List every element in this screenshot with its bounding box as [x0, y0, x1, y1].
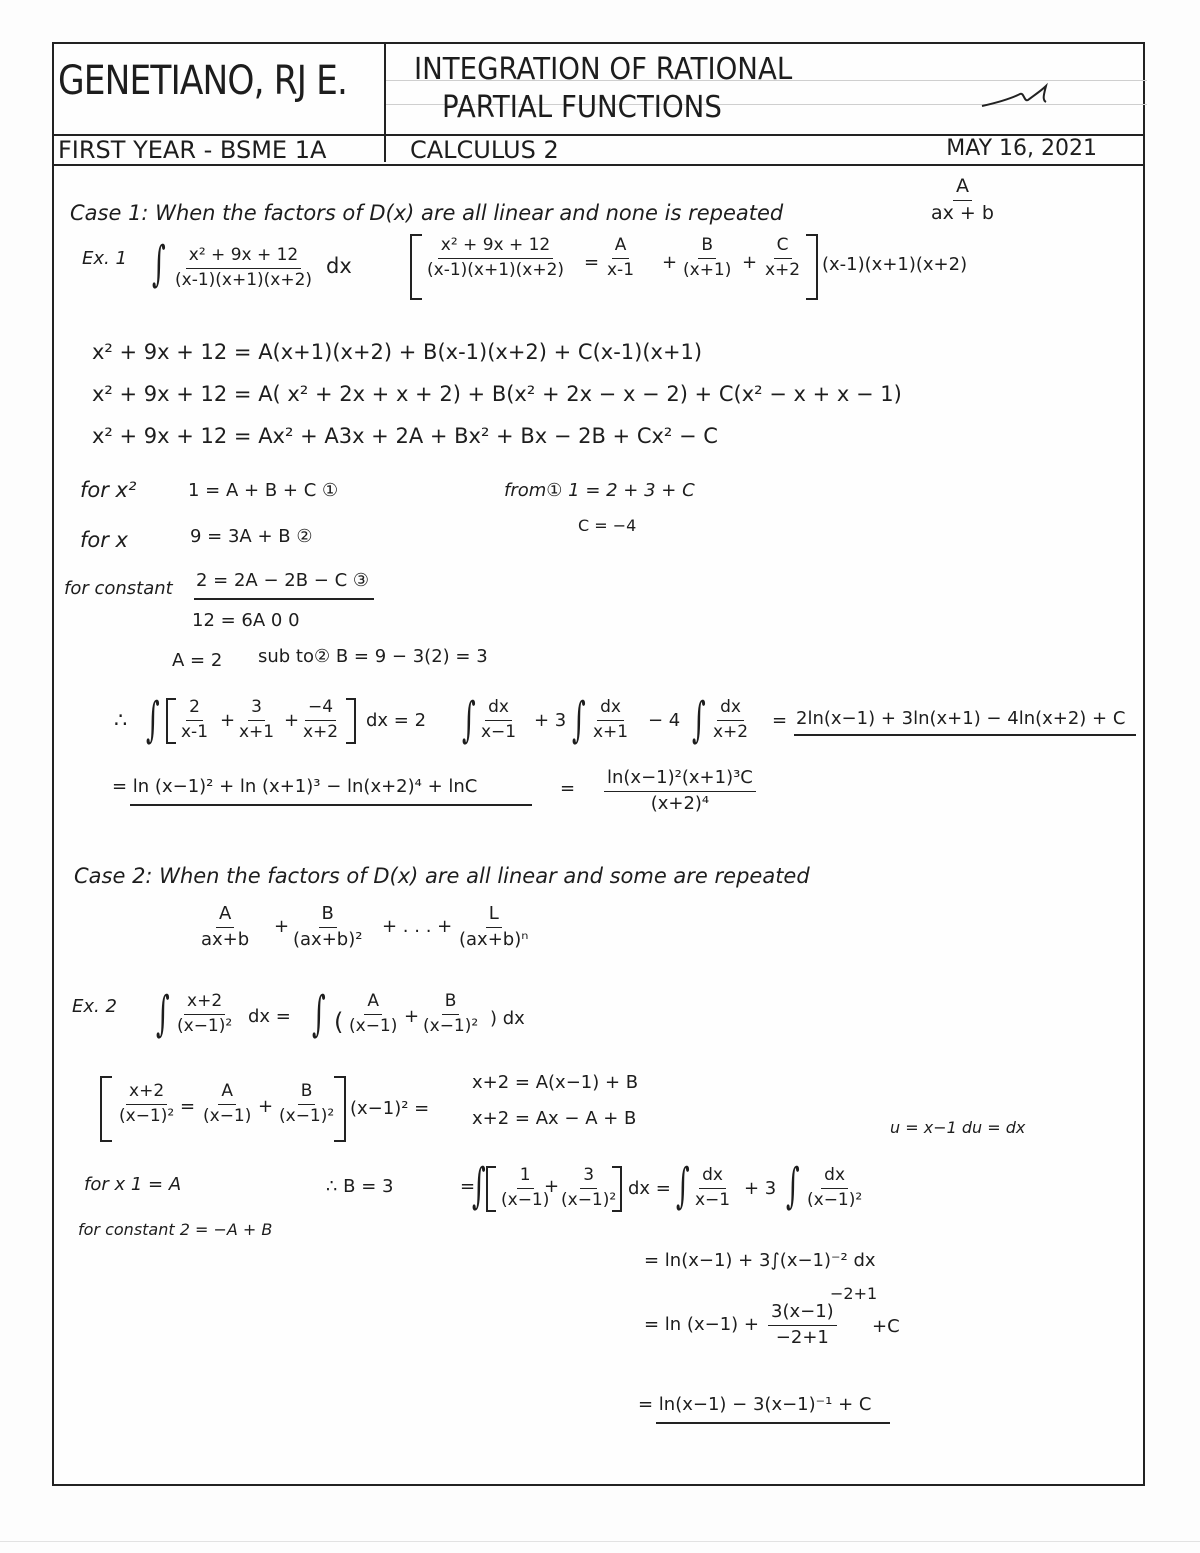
result-dx: dx = 2 — [366, 710, 427, 731]
fraction-numerator: A — [216, 904, 234, 928]
fraction-numerator: 2 — [186, 698, 203, 721]
log-form: = ln (x−1)² + ln (x+1)³ − ln(x+2)⁴ + lnC — [112, 776, 478, 797]
fraction-numerator: ln(x−1)²(x+1)³C — [604, 768, 756, 792]
fraction-numerator: 1 — [517, 1166, 534, 1189]
fraction-denominator: ax + b — [931, 201, 994, 224]
decomp-lhs — [424, 236, 567, 280]
topic-title-line1: INTEGRATION OF RATIONAL — [414, 52, 793, 87]
integral-dx-1 — [478, 698, 519, 742]
ex2-multiplier: (x−1)² = — [350, 1098, 430, 1119]
case2-form-term-1 — [198, 904, 252, 950]
bracket-right — [346, 698, 356, 744]
fraction-denominator: (x+2)⁴ — [650, 792, 710, 814]
ex1-dx: dx — [326, 254, 352, 278]
fraction-numerator: dx — [485, 698, 512, 721]
fraction-denominator: (ax+b)² — [293, 928, 363, 950]
fraction-numerator: dx — [821, 1166, 848, 1189]
equals-sign: = — [560, 778, 576, 799]
ex2-for-constant: for constant 2 = −A + B — [78, 1220, 273, 1239]
fraction-numerator: C — [774, 236, 792, 259]
fraction-denominator: x+2 — [713, 721, 749, 742]
bracket-left — [410, 234, 422, 300]
ex2-integral-1 — [692, 1166, 733, 1210]
plus-sign: + — [220, 710, 236, 731]
subject: CALCULUS 2 — [410, 136, 559, 164]
fraction-denominator: x-1 — [181, 721, 209, 742]
bracket-right — [806, 234, 818, 300]
topic-title-line2: PARTIAL FUNCTIONS — [442, 90, 722, 125]
ex2-integrand — [174, 992, 235, 1036]
fraction-denominator: (x−1) — [501, 1189, 550, 1210]
ex2-equation-2: x+2 = Ax − A + B — [472, 1108, 637, 1129]
fraction-denominator: −2+1 — [775, 1326, 829, 1348]
decomp-equals: = — [584, 252, 600, 273]
fraction-numerator: A — [953, 176, 972, 201]
coefficient-4: − 4 — [648, 710, 681, 731]
integral-dx-3 — [710, 698, 751, 742]
fraction-denominator: (x−1)² — [807, 1189, 863, 1210]
decomp-term-b — [680, 236, 734, 280]
fraction-numerator: A — [364, 992, 382, 1015]
ex2-decomp-lhs — [116, 1082, 177, 1126]
ex2-equation-1: x+2 = A(x−1) + B — [472, 1072, 639, 1093]
fraction-denominator: x−1 — [481, 721, 517, 742]
fraction-denominator: ax+b — [201, 928, 250, 950]
fraction-numerator: 3(x−1) — [768, 1302, 837, 1326]
result-term-1 — [178, 698, 211, 742]
ex2-step-2-fraction — [768, 1302, 837, 1348]
fraction-denominator: (x−1) — [349, 1015, 398, 1036]
ex2-sub-term-2 — [558, 1166, 619, 1210]
fraction-numerator: A — [218, 1082, 236, 1105]
integral-sign: ∫ — [692, 692, 706, 748]
fraction-numerator: L — [486, 904, 502, 928]
fraction-numerator: x+2 — [126, 1082, 167, 1105]
fraction-numerator: dx — [717, 698, 744, 721]
page-edge — [0, 1541, 1200, 1542]
integral-sign: ∫ — [152, 236, 166, 292]
fraction-denominator: (ax+b)ⁿ — [459, 928, 529, 950]
fraction-denominator: (x−1)² — [423, 1015, 479, 1036]
substitution: sub to② B = 9 − 3(2) = 3 — [258, 646, 488, 667]
a-value: A = 2 — [172, 650, 223, 671]
fraction-denominator: x+2 — [303, 721, 339, 742]
fraction-numerator: 3 — [580, 1166, 597, 1189]
case1-form-fraction — [928, 176, 997, 225]
fraction-denominator: x+1 — [239, 721, 275, 742]
case1-heading: Case 1: When the factors of D(x) are all linear and none is repeated — [70, 201, 784, 225]
ex2-decomp-a — [200, 1082, 254, 1126]
fraction-numerator: B — [319, 904, 337, 928]
therefore-symbol: ∴ — [114, 708, 128, 732]
answer-underline — [794, 734, 1136, 736]
bracket-left — [166, 698, 176, 744]
for-x-label: for x — [80, 528, 128, 552]
signature-mark — [980, 76, 1070, 116]
ex2-partial-a — [346, 992, 400, 1036]
coefficient-3: + 3 — [744, 1178, 777, 1199]
integral-sign: ∫ — [312, 986, 326, 1042]
for-constant-label: for constant — [64, 578, 173, 599]
ex2-sub-dx: dx = — [628, 1178, 671, 1199]
sum-rule — [194, 598, 374, 600]
plus-sign: + — [258, 1096, 274, 1117]
equation-2: 9 = 3A + B ② — [190, 526, 313, 547]
bracket-right — [334, 1076, 346, 1142]
fraction-denominator: (x−1)² — [561, 1189, 617, 1210]
ex2-step-2-prefix: = ln (x−1) + — [644, 1314, 759, 1335]
fraction-numerator: x² + 9x + 12 — [186, 246, 302, 269]
fraction-denominator: x-1 — [607, 259, 635, 280]
fraction-denominator: (x−1)² — [279, 1105, 335, 1126]
fraction-denominator: (x−1) — [203, 1105, 252, 1126]
integral-sign: ∫ — [146, 692, 160, 748]
plus-sign: + — [404, 1006, 420, 1027]
log-underline — [130, 804, 532, 806]
fraction-denominator: x−1 — [695, 1189, 731, 1210]
integral-sign: ∫ — [572, 692, 586, 748]
ex2-integral-2 — [804, 1166, 865, 1210]
ellipsis: + . . . + — [382, 916, 453, 937]
ex2-partial-b — [420, 992, 481, 1036]
ex2-dx: dx = — [248, 1006, 291, 1027]
final-underline — [656, 1422, 890, 1424]
ex2-decomp-b — [276, 1082, 337, 1126]
bracket-left — [100, 1076, 112, 1142]
for-x2-label: for x² — [80, 478, 137, 502]
integral-sign: ∫ — [676, 1158, 690, 1214]
integral-sign: ∫ — [472, 1158, 486, 1214]
ex2-dx-2: ) dx — [490, 1008, 525, 1029]
fraction-numerator: dx — [699, 1166, 726, 1189]
fraction-denominator: (x−1)² — [177, 1015, 233, 1036]
fraction-numerator: B — [698, 236, 716, 259]
fraction-numerator: A — [612, 236, 630, 259]
case2-form-term-2 — [290, 904, 365, 950]
fraction-denominator: (x-1)(x+1)(x+2) — [427, 259, 565, 280]
student-name: GENETIANO, RJ E. — [58, 58, 348, 104]
expansion-line-1: x² + 9x + 12 = A(x+1)(x+2) + B(x-1)(x+2) + C(x-1)(x+1) — [92, 340, 703, 364]
combined-log-fraction — [604, 768, 756, 814]
ex1-answer: 2ln(x−1) + 3ln(x+1) − 4ln(x+2) + C — [796, 708, 1126, 729]
year-section: FIRST YEAR - BSME 1A — [58, 136, 327, 164]
integral-sign: ∫ — [462, 692, 476, 748]
fraction-numerator: B — [442, 992, 460, 1015]
summed-equation: 12 = 6A 0 0 — [192, 610, 300, 631]
equals-sign: = — [460, 1176, 476, 1197]
open-paren: ( — [334, 1008, 344, 1036]
plus-sign: + — [662, 252, 678, 273]
fraction-denominator: (x+1) — [683, 259, 732, 280]
plus-sign: + — [544, 1176, 560, 1197]
fraction-numerator: 3 — [248, 698, 265, 721]
result-term-2 — [236, 698, 277, 742]
ex1-integrand — [172, 246, 315, 290]
bracket-right — [612, 1166, 622, 1212]
fraction-numerator: B — [298, 1082, 316, 1105]
ex2-b-value: ∴ B = 3 — [326, 1176, 394, 1197]
expansion-line-2: x² + 9x + 12 = A( x² + 2x + x + 2) + B(x² + 2x − x − 2) + C(x² − x + x − 1) — [92, 382, 902, 406]
fraction-denominator: x+2 — [765, 259, 801, 280]
equals-sign: = — [772, 710, 788, 731]
fraction-numerator: −4 — [305, 698, 336, 721]
integral-dx-2 — [590, 698, 631, 742]
plus-sign: + — [284, 710, 300, 731]
equals-sign: = — [180, 1096, 196, 1117]
case2-form-term-n — [456, 904, 531, 950]
example2-label: Ex. 2 — [72, 996, 117, 1017]
ex2-final-answer: = ln(x−1) − 3(x−1)⁻¹ + C — [638, 1394, 872, 1415]
decomp-term-c — [762, 236, 803, 280]
integral-sign: ∫ — [156, 986, 170, 1042]
exponent-note: −2+1 — [830, 1284, 878, 1303]
result-term-3 — [300, 698, 341, 742]
from-eq1: from① 1 = 2 + 3 + C — [504, 480, 695, 501]
c-value: C = −4 — [578, 516, 637, 535]
coefficient-3: + 3 — [534, 710, 567, 731]
integral-sign: ∫ — [786, 1158, 800, 1214]
constant-c: +C — [872, 1316, 900, 1337]
fraction-numerator: x+2 — [184, 992, 225, 1015]
fraction-denominator: (x-1)(x+1)(x+2) — [175, 269, 313, 290]
fraction-denominator: x+1 — [593, 721, 629, 742]
expansion-line-3: x² + 9x + 12 = Ax² + A3x + 2A + Bx² + Bx − 2B + Cx² − C — [92, 424, 718, 448]
header — [54, 44, 1143, 166]
equation-1: 1 = A + B + C ① — [188, 480, 339, 501]
u-substitution: u = x−1 du = dx — [890, 1118, 1026, 1137]
plus-sign: + — [274, 916, 290, 937]
bracket-left — [486, 1166, 496, 1212]
ex2-for-x: for x 1 = A — [84, 1174, 182, 1195]
case2-heading: Case 2: When the factors of D(x) are all linear and some are repeated — [74, 864, 810, 888]
decomp-multiplier: (x-1)(x+1)(x+2) — [822, 254, 968, 275]
equation-3: 2 = 2A − 2B − C ③ — [196, 570, 370, 591]
plus-sign: + — [742, 252, 758, 273]
fraction-denominator: (x−1)² — [119, 1105, 175, 1126]
fraction-numerator: x² + 9x + 12 — [438, 236, 554, 259]
decomp-term-a — [604, 236, 637, 280]
ex2-step-1: = ln(x−1) + 3∫(x−1)⁻² dx — [644, 1250, 876, 1271]
header-divider — [384, 44, 386, 162]
fraction-numerator: dx — [597, 698, 624, 721]
example1-label: Ex. 1 — [82, 248, 127, 269]
date: MAY 16, 2021 — [946, 136, 1097, 161]
